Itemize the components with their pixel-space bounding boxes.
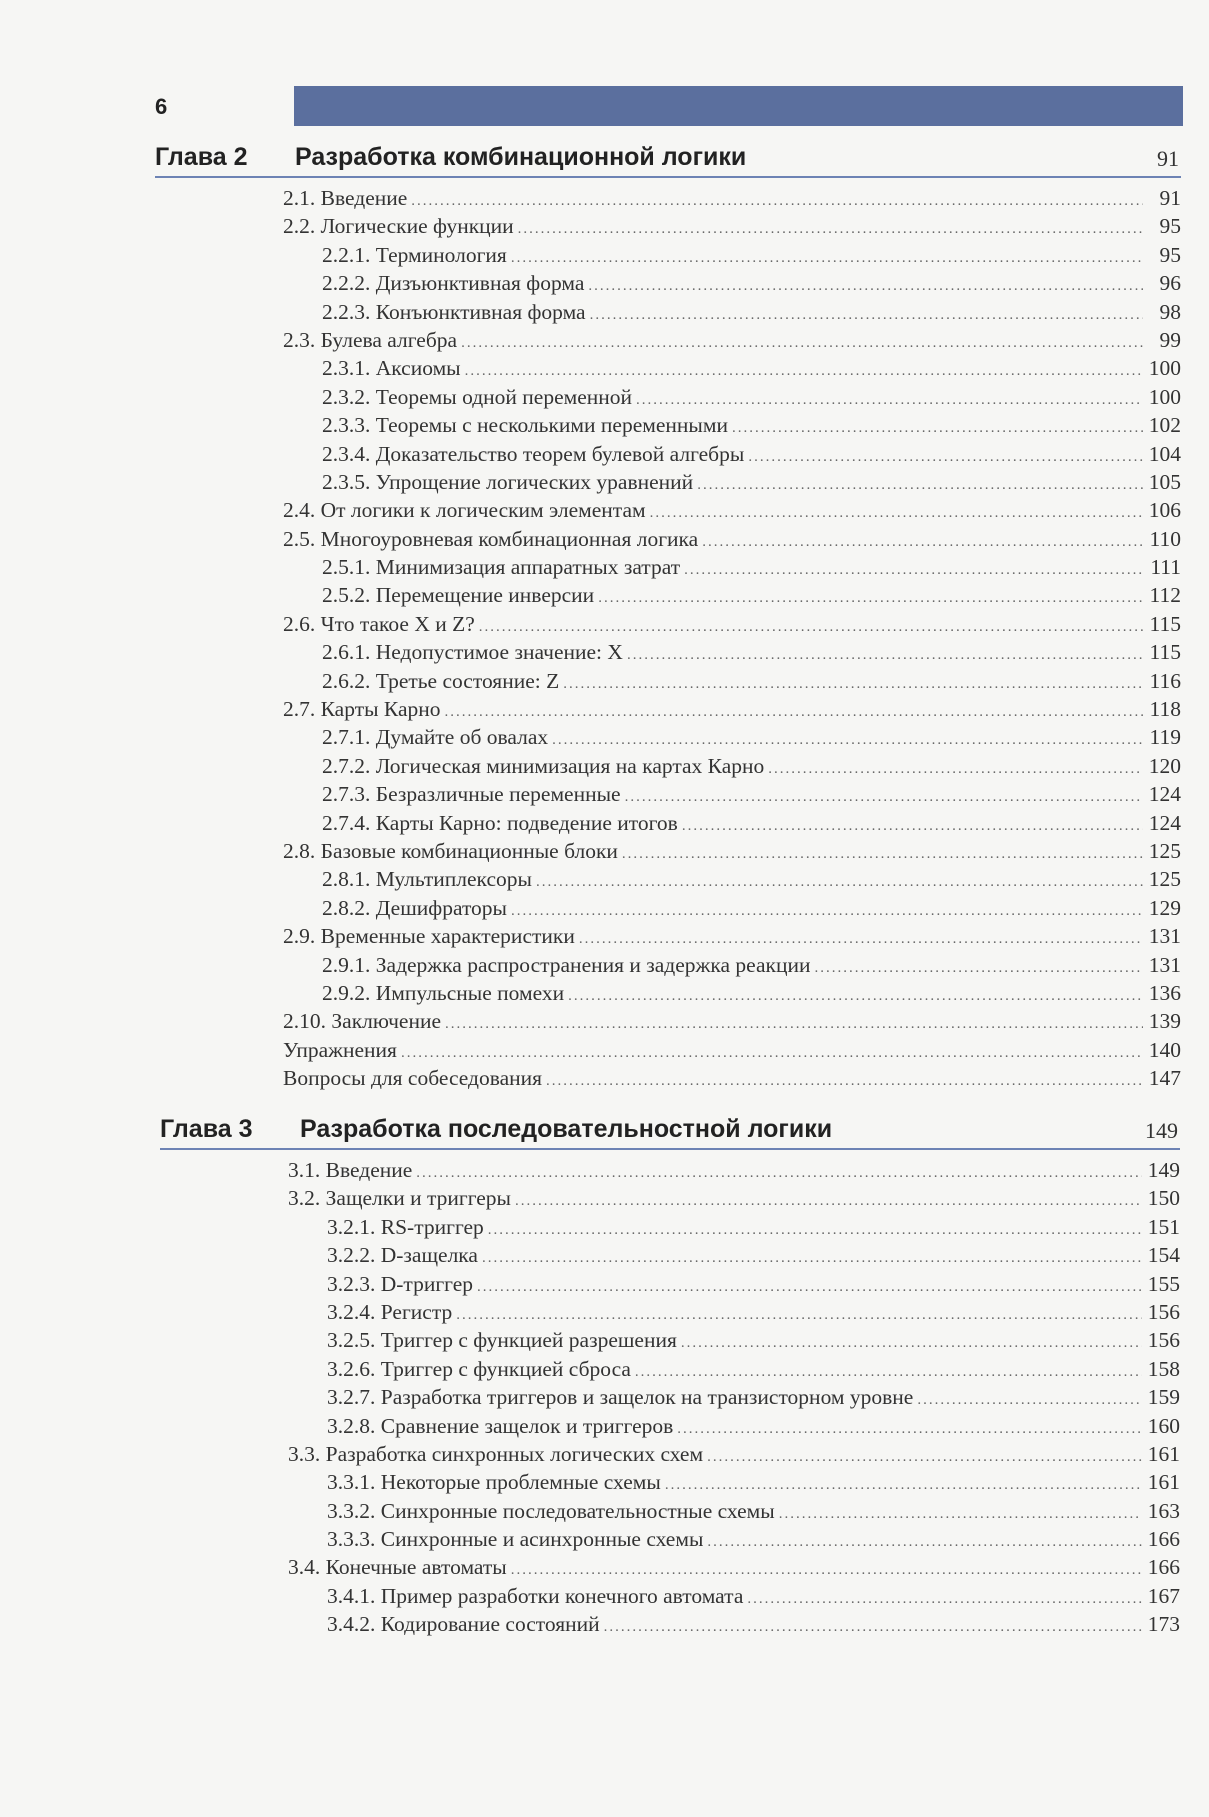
toc-entry [155,865,1181,893]
toc-entry-page: 116 [1149,668,1181,693]
toc-entry [155,411,1181,439]
chapter-page: 149 [1145,1118,1178,1143]
toc-leader-dots [768,755,1143,783]
chapter-page: 91 [1157,146,1179,171]
toc-entry-page: 104 [1148,441,1181,466]
toc-entry [155,269,1181,297]
toc-entry-label: 2.9.2. Импульсные помехи [322,980,565,1005]
toc-entry-page: 124 [1148,782,1181,807]
toc-entry-label: 2.5.2. Перемещение инверсии [322,583,595,608]
toc-leader-dots [779,1500,1142,1528]
toc-entry-label: 3.3.1. Некоторые проблемные схемы [327,1470,661,1495]
toc-entry-page: 96 [1159,271,1181,296]
toc-entry-page: 106 [1148,498,1181,523]
toc-leader-dots [488,1216,1142,1244]
toc-entry-label: 2.7. Карты Карно [283,697,441,722]
toc-leader-dots [546,1067,1143,1095]
toc-leader-dots [511,897,1143,925]
toc-entry-label: 2.5. Многоуровневая комбинационная логика [283,526,699,551]
chapter-title: Разработка комбинационной логики [295,143,747,171]
toc-entry-page: 112 [1149,583,1181,608]
toc-entry [155,780,1181,808]
toc-entry [155,184,1181,212]
toc-entry [155,298,1181,326]
toc-entry-label: 2.4. От логики к логическим элементам [283,498,646,523]
toc-leader-dots [815,954,1144,982]
toc-entry-label: 2.9.1. Задержка распространения и задержка реакции [322,952,811,977]
toc-entry [155,894,1181,922]
toc-leader-dots [511,1556,1142,1584]
toc-entry-label: 3.2.3. D-триггер [327,1271,473,1296]
toc-entry-label: 3.3. Разработка синхронных логических схем [288,1441,704,1466]
toc-entry-page: 159 [1147,1385,1180,1410]
toc-entry-label: Вопросы для собеседования [283,1066,543,1091]
toc-entry-page: 111 [1150,555,1181,580]
toc-leader-dots [511,244,1143,272]
chapter-number: Глава 2 [155,143,248,171]
toc-entry-label: 3.1. Введение [288,1158,413,1182]
toc-entry [155,922,1181,950]
toc-entry-label: 3.3.2. Синхронные последовательностные схемы [327,1498,775,1523]
toc-entry-label: 3.4.1. Пример разработки конечного автомата [327,1583,744,1608]
toc-entry-page: 161 [1147,1470,1180,1495]
toc-leader-dots [416,1159,1142,1187]
toc-entry [155,837,1181,865]
toc-entry [155,553,1181,581]
chapter-heading [155,140,1181,178]
toc-entry-label: 3.2.7. Разработка триггеров и защелок на транзисторном уровне [327,1385,914,1410]
toc-entry [155,809,1181,837]
toc-entry-page: 119 [1149,725,1181,750]
toc-leader-dots [627,641,1143,669]
toc-leader-dots [401,1039,1143,1067]
toc-entry-page: 155 [1147,1271,1180,1296]
toc-entry-page: 115 [1149,640,1181,665]
toc-entry [155,440,1181,468]
toc-entry-page: 136 [1148,980,1181,1005]
toc-entry [155,1036,1181,1064]
toc-leader-dots [590,301,1143,329]
toc-entry-page: 105 [1148,469,1181,494]
toc-entry [160,1440,1180,1468]
toc-entry-page: 156 [1147,1328,1180,1353]
toc-entry-page: 91 [1159,186,1181,210]
toc-leader-dots [552,726,1143,754]
toc-entry-label: 2.1. Введение [283,186,408,210]
toc-entry-page: 150 [1147,1186,1180,1211]
toc-entry-label: 2.3.4. Доказательство теорем булевой алгебры [322,441,745,466]
toc-leader-dots [665,1471,1142,1499]
toc-entry-page: 167 [1147,1583,1180,1608]
toc-entry [160,1241,1180,1269]
toc-entry-label: 3.3.3. Синхронные и асинхронные схемы [327,1527,704,1552]
toc-entry [155,468,1181,496]
toc-leader-dots [482,1244,1142,1272]
toc-entry-page: 173 [1147,1612,1180,1637]
toc-entry-page: 125 [1148,867,1181,892]
toc-entry [155,667,1181,695]
toc-entry-page: 139 [1148,1009,1181,1034]
toc-entry [155,354,1181,382]
toc-entry-page: 95 [1159,242,1181,267]
toc-entry [160,1270,1180,1298]
toc-leader-dots [479,613,1143,641]
toc-entry-label: 2.7.4. Карты Карно: подведение итогов [322,810,678,835]
toc-entry-page: 149 [1147,1158,1180,1182]
toc-entry-page: 158 [1147,1356,1180,1381]
toc-entry-label: 2.7.2. Логическая минимизация на картах Карно [322,753,765,778]
toc-entry-label: 3.2. Защелки и триггеры [288,1186,511,1211]
toc-leader-dots [536,868,1143,896]
toc-leader-dots [677,1415,1142,1443]
toc-entry [155,723,1181,751]
toc-entry-page: 154 [1147,1243,1180,1268]
toc-entry [155,581,1181,609]
toc-leader-dots [748,443,1143,471]
toc-entry-label: 2.7.1. Думайте об овалах [322,725,549,750]
toc-list [155,184,1181,1093]
toc-leader-dots [684,556,1143,584]
toc-entry [160,1383,1180,1411]
toc-entry-page: 125 [1148,838,1181,863]
toc-entry-page: 129 [1148,895,1181,920]
toc-entry-page: 147 [1148,1066,1181,1091]
toc-leader-dots [707,1443,1142,1471]
toc-leader-dots [707,1528,1142,1556]
toc-leader-dots [461,329,1143,357]
toc-entry-label: 3.4.2. Кодирование состояний [327,1612,600,1637]
toc-entry [160,1326,1180,1354]
toc-entry [155,1007,1181,1035]
toc-entry-label: 2.8.2. Дешифраторы [322,895,508,920]
toc-entry-label: 2.7.3. Безразличные переменные [322,782,621,807]
toc-leader-dots [518,215,1143,243]
toc-entry-label: 2.2. Логические функции [283,214,514,239]
toc-leader-dots [445,1010,1143,1038]
toc-entry [155,212,1181,240]
toc-entry [160,1213,1180,1241]
toc-leader-dots [917,1386,1142,1414]
toc-entry-label: 3.2.8. Сравнение защелок и триггеров [327,1413,674,1438]
toc-entry-label: 3.4. Конечные автоматы [288,1555,507,1580]
toc-entry-page: 131 [1148,952,1181,977]
toc-entry [160,1553,1180,1581]
toc-entry-page: 100 [1148,356,1181,381]
toc-leader-dots [622,840,1143,868]
toc-leader-dots [445,698,1143,726]
toc-entry-label: 2.6. Что такое X и Z? [283,611,475,636]
toc-entry [160,1582,1180,1610]
toc-entry-page: 124 [1148,810,1181,835]
toc-entry [155,752,1181,780]
toc-entry-label: 2.3.3. Теоремы с несколькими переменными [322,413,728,438]
toc-entry [155,951,1181,979]
toc-entry [160,1412,1180,1440]
toc-entry [160,1610,1180,1638]
chapter-3 [160,1112,1180,1639]
toc-entry-page: 118 [1149,697,1181,722]
toc-entry-label: 3.2.5. Триггер с функцией разрешения [327,1328,677,1353]
toc-entry [160,1298,1180,1326]
toc-entry-label: 3.2.2. D-защелка [327,1243,478,1268]
toc-leader-dots [465,357,1143,385]
toc-leader-dots [598,584,1143,612]
toc-entry [160,1497,1180,1525]
toc-entry-page: 98 [1159,299,1181,324]
toc-entry-label: 2.9. Временные характеристики [283,924,575,949]
toc-leader-dots [650,499,1143,527]
toc-entry-page: 163 [1147,1498,1180,1523]
toc-entry-page: 99 [1159,327,1181,352]
toc-entry [155,979,1181,1007]
toc-entry [155,525,1181,553]
toc-leader-dots [681,1329,1142,1357]
toc-entry-page: 100 [1148,384,1181,409]
toc-entry-label: 2.8.1. Мультиплексоры [322,867,532,892]
toc-entry-label: 3.2.4. Регистр [327,1299,453,1324]
chapter-2 [155,140,1181,1093]
toc-leader-dots [747,1585,1142,1613]
toc-leader-dots [636,386,1143,414]
toc-entry-page: 115 [1149,611,1181,636]
chapter-title: Разработка последовательностной логики [300,1115,833,1143]
toc-entry-page: 156 [1147,1299,1180,1324]
toc-leader-dots [682,812,1143,840]
toc-entry-label: 2.10. Заключение [283,1009,442,1034]
toc-entry [160,1525,1180,1553]
toc-entry [155,241,1181,269]
toc-entry-page: 160 [1147,1413,1180,1438]
toc-entry-page: 120 [1148,753,1181,778]
toc-list [160,1156,1180,1639]
toc-leader-dots [588,272,1143,300]
toc-entry-label: 2.3.1. Аксиомы [322,356,461,381]
toc-leader-dots [697,471,1143,499]
toc-entry-label: 2.2.1. Терминология [322,242,507,267]
toc-entry-page: 110 [1149,526,1181,551]
toc-entry [155,496,1181,524]
toc-leader-dots [563,670,1143,698]
toc-leader-dots [732,414,1143,442]
toc-entry-label: 2.6.1. Недопустимое значение: X [322,640,623,665]
toc-entry [155,1064,1181,1092]
toc-entry-page: 151 [1147,1214,1180,1239]
toc-leader-dots [635,1358,1142,1386]
toc-entry-page: 95 [1159,214,1181,239]
toc-entry [160,1355,1180,1383]
toc-entry-label: 2.5.1. Минимизация аппаратных затрат [322,555,681,580]
toc-entry [155,695,1181,723]
toc-leader-dots [604,1613,1142,1641]
toc-entry-page: 166 [1147,1527,1180,1552]
toc-leader-dots [456,1301,1142,1329]
toc-entry-label: 2.3.5. Упрощение логических уравнений [322,469,694,494]
toc-entry-page: 166 [1147,1555,1180,1580]
toc-entry-label: Упражнения [283,1037,397,1062]
toc-entry-page: 140 [1148,1037,1181,1062]
toc-leader-dots [515,1187,1142,1215]
toc-leader-dots [411,187,1143,215]
toc-entry [155,326,1181,354]
chapter-heading [160,1112,1180,1150]
toc-entry-label: 2.3.2. Теоремы одной переменной [322,384,633,409]
toc-entry-page: 131 [1148,924,1181,949]
toc-leader-dots [579,925,1143,953]
toc-leader-dots [477,1273,1142,1301]
header-band [294,86,1183,126]
page-number: 6 [155,94,168,119]
toc-entry-label: 2.2.3. Конъюнктивная форма [322,299,586,324]
toc-entry-label: 3.2.1. RS-триггер [327,1214,484,1239]
toc-entry-label: 2.3. Булева алгебра [283,327,458,352]
toc-entry [160,1468,1180,1496]
toc-leader-dots [625,783,1143,811]
toc-entry-page: 102 [1148,413,1181,438]
toc-entry-label: 2.2.2. Дизъюнктивная форма [322,271,585,296]
toc-entry [155,610,1181,638]
toc-entry-label: 2.6.2. Третье состояние: Z [322,668,560,693]
toc-entry [155,383,1181,411]
toc-entry [160,1156,1180,1184]
toc-entry [160,1184,1180,1212]
toc-entry-page: 161 [1147,1441,1180,1466]
toc-entry-label: 2.8. Базовые комбинационные блоки [283,838,618,863]
toc-leader-dots [568,982,1143,1010]
toc-leader-dots [702,528,1143,556]
chapter-number: Глава 3 [160,1115,253,1143]
toc-entry [155,638,1181,666]
toc-entry-label: 3.2.6. Триггер с функцией сброса [327,1356,631,1381]
